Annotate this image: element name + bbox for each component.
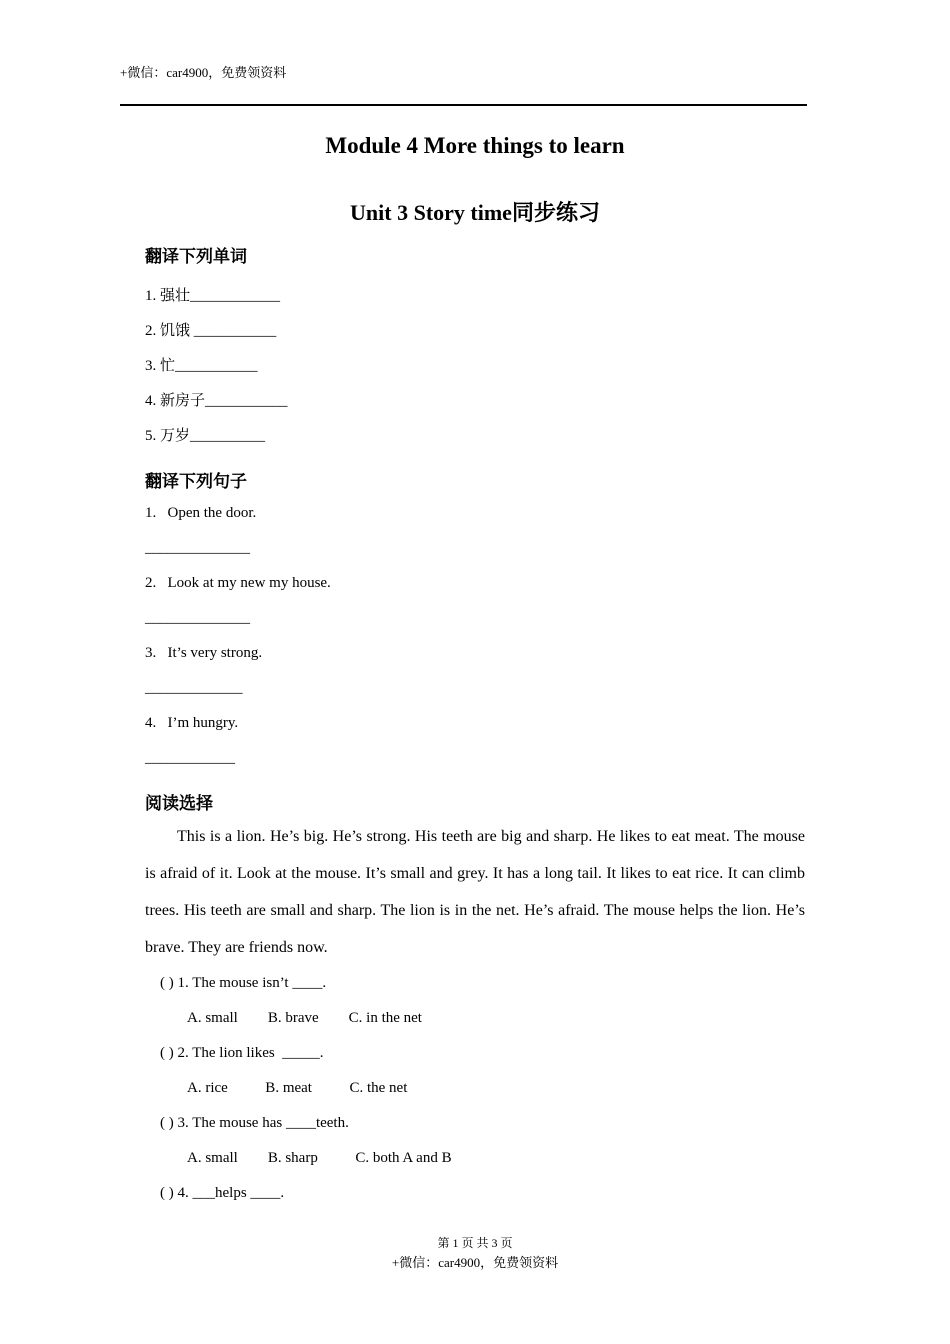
translate-sentences-heading: 翻译下列句子: [145, 472, 247, 491]
header-watermark: +微信：car4900，免费领资料: [120, 65, 287, 80]
question-1-options: A. small B. brave C. in the net: [187, 1010, 422, 1026]
question-2-options: A. rice B. meat C. the net: [187, 1080, 408, 1096]
word-item-5: 5. 万岁__________: [145, 428, 266, 444]
sentence-item-4: 4. I’m hungry.: [145, 715, 239, 731]
sentence-blank-1: ______________: [145, 540, 250, 556]
reading-heading: 阅读选择: [145, 794, 213, 813]
document-title: Module 4 More things to learn: [325, 133, 625, 158]
footer-watermark: +微信：car4900，免费领资料: [391, 1255, 559, 1270]
sentence-blank-4: ____________: [145, 750, 235, 766]
question-4: ( ) 4. ___helps ____.: [160, 1185, 285, 1201]
sentence-list: [145, 496, 805, 776]
word-item-3: 3. 忙___________: [145, 358, 258, 374]
sentence-blank-3: _____________: [145, 680, 243, 696]
page-footer: [0, 1235, 950, 1272]
document-subtitle: Unit 3 Story time同步练习: [350, 200, 600, 225]
word-item-2: 2. 饥饿 ___________: [145, 323, 277, 339]
sentence-item-1: 1. Open the door.: [145, 505, 257, 521]
question-1: ( ) 1. The mouse isn’t ____.: [160, 975, 327, 991]
question-3: ( ) 3. The mouse has ____teeth.: [160, 1115, 349, 1131]
translate-words-heading: 翻译下列单词: [145, 247, 247, 266]
question-2: ( ) 2. The lion likes _____.: [160, 1045, 324, 1061]
word-item-1: 1. 强壮____________: [145, 288, 281, 304]
sentence-item-2: 2. Look at my new my house.: [145, 575, 331, 591]
reading-passage: This is a lion. He’s big. He’s strong. His teeth are big and sharp. He likes to eat meat. The mouse is afraid of it. Look at the mouse. It’s small and grey. It has a long tail. It likes to eat rice. It can climb trees. His teeth are small and sharp. The lion is in the net. He’s afraid. The mouse helps the lion. He’s brave. They are friends now.: [145, 828, 805, 956]
sentence-blank-2: ______________: [145, 610, 250, 626]
sentence-item-3: 3. It’s very strong.: [145, 645, 263, 661]
page-number: 第 1 页 共 3 页: [437, 1236, 513, 1250]
word-item-4: 4. 新房子___________: [145, 393, 288, 409]
question-3-options: A. small B. sharp C. both A and B: [187, 1150, 452, 1166]
word-list: [145, 279, 805, 454]
question-list: [145, 966, 805, 1211]
page-header: [120, 64, 807, 106]
